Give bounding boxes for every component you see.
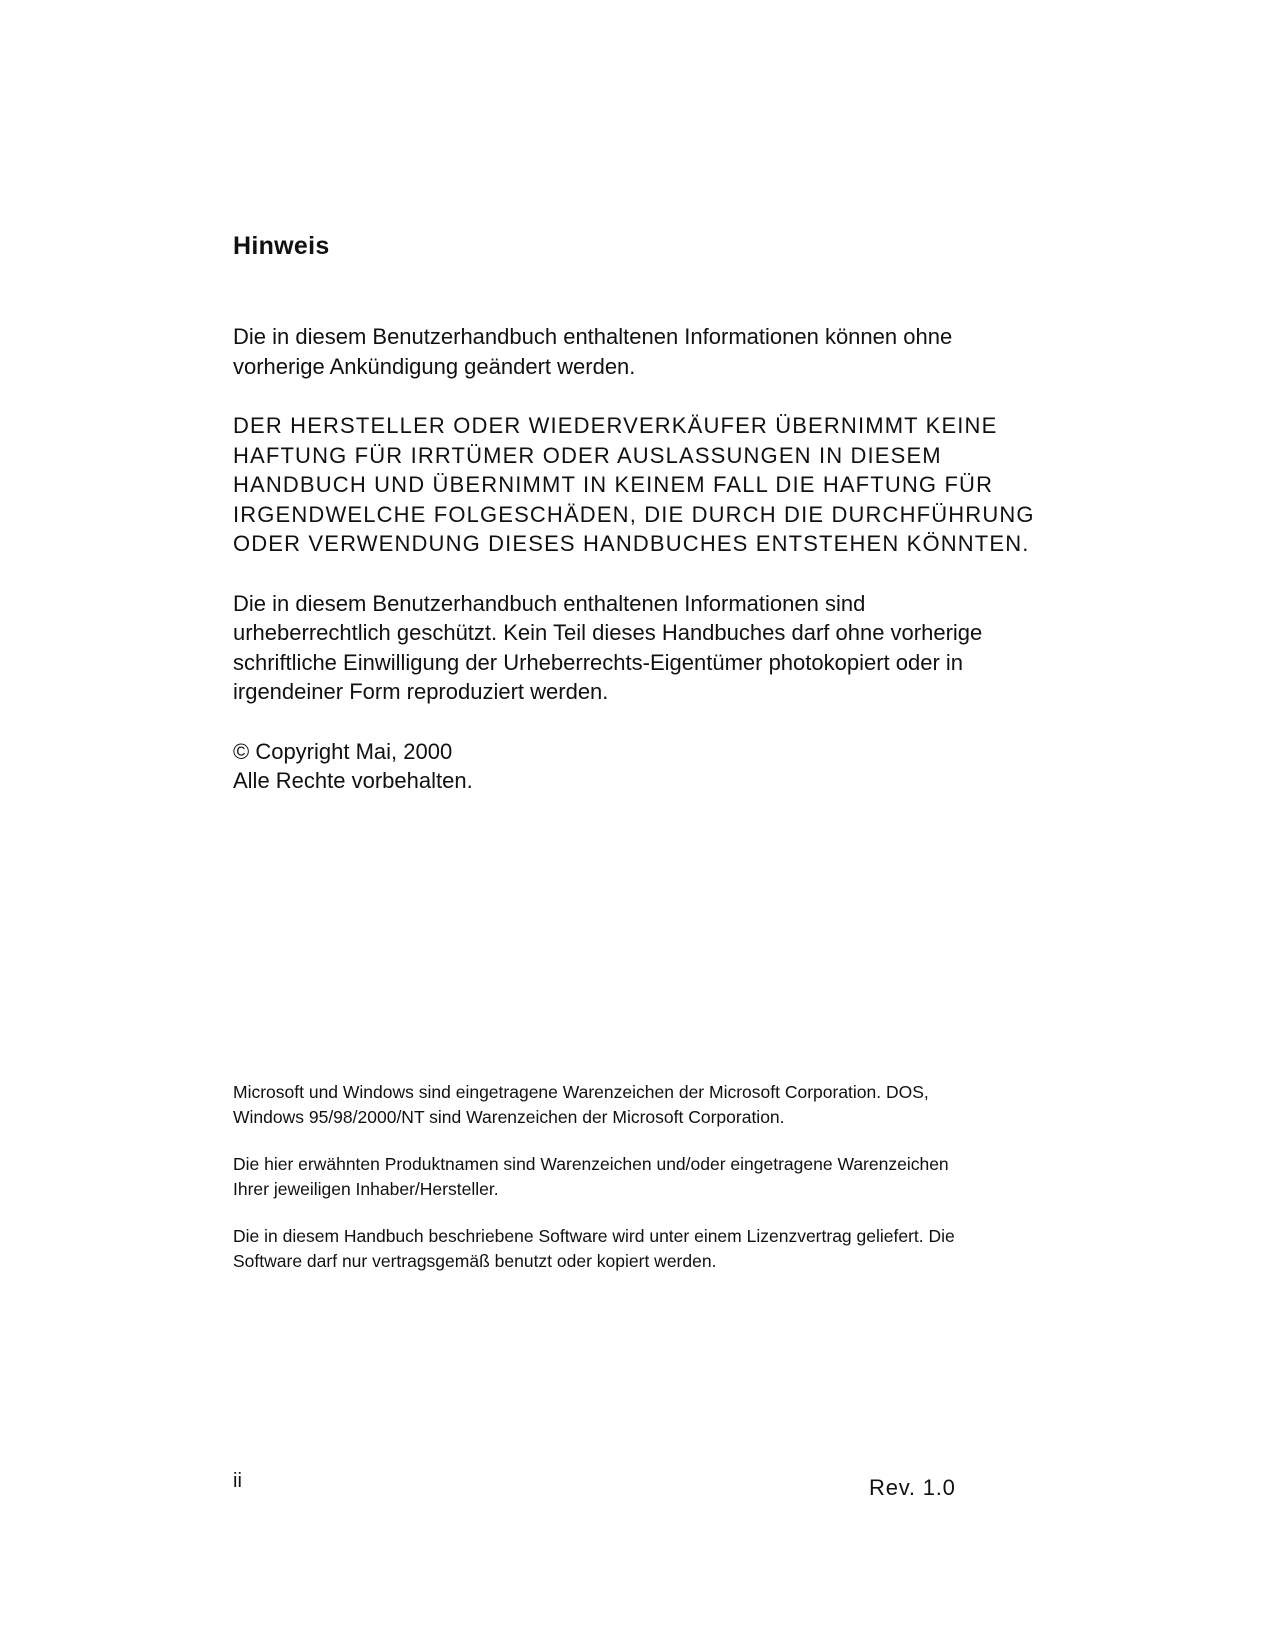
text-line: © Copyright Mai, 2000 bbox=[233, 738, 453, 764]
page-title: Hinweis bbox=[233, 232, 330, 260]
revision-label: Rev. 1.0 bbox=[869, 1475, 956, 1500]
change-notice-paragraph bbox=[233, 322, 1053, 381]
text-line: Die in diesem Handbuch beschriebene Software wird unter einem Lizenzvertrag geliefert. Die bbox=[233, 1226, 955, 1246]
text-line: DER HERSTELLER ODER WIEDERVERKÄUFER ÜBERNIMMT KEINE bbox=[233, 413, 998, 438]
trademark-notes bbox=[233, 1080, 1063, 1296]
copyright-statement bbox=[233, 737, 1053, 796]
text-line: HAFTUNG FÜR IRRTÜMER ODER AUSLASSUNGEN IN DIESEM bbox=[233, 442, 942, 468]
text-line: vorherige Ankündigung geändert werden. bbox=[233, 353, 636, 379]
text-line: Die hier erwähnten Produktnamen sind Warenzeichen und/oder eingetragene Warenzeichen bbox=[233, 1154, 949, 1174]
text-line: schriftliche Einwilligung der Urheberrechts-Eigentümer photokopiert oder in bbox=[233, 649, 964, 675]
notice-body bbox=[233, 322, 1053, 826]
text-line: Ihrer jeweiligen Inhaber/Hersteller. bbox=[233, 1178, 499, 1199]
copyright-protection-paragraph bbox=[233, 589, 1053, 707]
page-number: ii bbox=[233, 1470, 242, 1492]
text-line: Software darf nur vertragsgemäß benutzt oder kopiert werden. bbox=[233, 1250, 717, 1271]
text-line: Die in diesem Benutzerhandbuch enthaltenen Informationen können ohne bbox=[233, 324, 953, 349]
microsoft-trademark-note bbox=[233, 1080, 1063, 1129]
text-line: ODER VERWENDUNG DIESES HANDBUCHES ENTSTEHEN KÖNNTEN. bbox=[233, 531, 1030, 556]
text-line: urheberrechtlich geschützt. Kein Teil dieses Handbuches darf ohne vorherige bbox=[233, 620, 983, 645]
text-line: Die in diesem Benutzerhandbuch enthaltenen Informationen sind bbox=[233, 590, 866, 616]
product-names-note bbox=[233, 1152, 1063, 1201]
text-line: Alle Rechte vorbehalten. bbox=[233, 768, 473, 793]
text-line: Windows 95/98/2000/NT sind Warenzeichen der Microsoft Corporation. bbox=[233, 1106, 785, 1127]
text-line: irgendeiner Form reproduziert werden. bbox=[233, 679, 609, 704]
text-line: Microsoft und Windows sind eingetragene Warenzeichen der Microsoft Corporation. DOS, bbox=[233, 1082, 929, 1102]
text-line: HANDBUCH UND ÜBERNIMMT IN KEINEM FALL DIE HAFTUNG FÜR bbox=[233, 472, 994, 497]
license-agreement-note bbox=[233, 1224, 1063, 1273]
liability-disclaimer-paragraph bbox=[233, 411, 1053, 559]
text-line: IRGENDWELCHE FOLGESCHÄDEN, DIE DURCH DIE DURCHFÜHRUNG bbox=[233, 501, 1035, 527]
